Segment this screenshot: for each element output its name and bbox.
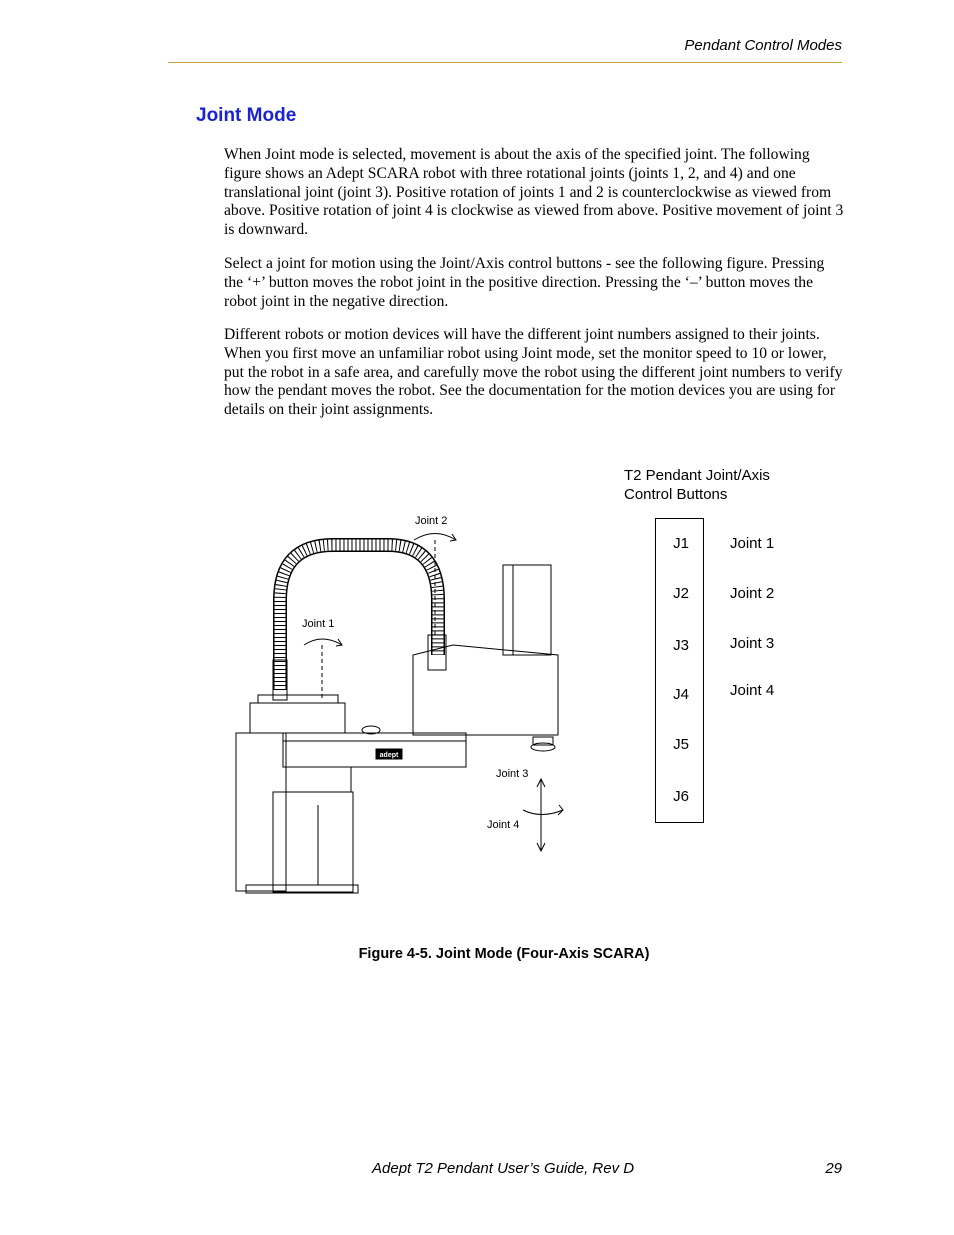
inner-link (283, 733, 466, 767)
panel-title-line1: T2 Pendant Joint/Axis (624, 467, 770, 484)
base-body (273, 792, 353, 892)
joint-label-3: Joint 3 (730, 635, 775, 652)
page-number: 29 (825, 1160, 842, 1177)
joint1-rotation-arrow (304, 639, 342, 645)
joint1-label: Joint 1 (302, 618, 335, 630)
scara-robot-illustration (228, 505, 578, 900)
joint2-label: Joint 2 (415, 515, 448, 527)
panel-title-line2: Control Buttons (624, 486, 728, 503)
section-title: Joint Mode (196, 105, 297, 126)
base-neck (286, 767, 351, 792)
logo-text: adept (379, 752, 399, 759)
button-j6: J6 (673, 788, 689, 805)
button-j1: J1 (673, 535, 689, 552)
joint3-label: Joint 3 (496, 768, 529, 780)
joint2-rotation-arrow (414, 534, 456, 541)
outer-link (413, 645, 558, 735)
panel-title (624, 466, 770, 504)
button-j3: J3 (673, 637, 689, 654)
joint1-cap (258, 695, 338, 703)
joint-label-2: Joint 2 (730, 585, 775, 602)
joint-label-4: Joint 4 (730, 682, 775, 699)
button-j4: J4 (673, 686, 689, 703)
button-j5: J5 (673, 736, 689, 753)
header-rule (168, 62, 842, 63)
base-column (236, 733, 286, 891)
button-j2: J2 (673, 585, 689, 602)
quill-cover (503, 565, 551, 655)
joint4-rotation-arrow (523, 810, 563, 815)
running-header: Pendant Control Modes (684, 37, 842, 54)
joint-label-1: Joint 1 (730, 535, 775, 552)
body-paragraph-2: Select a joint for motion using the Joint/Axis control buttons - see the following figure. Pressing the ‘+’ button moves the robot joint in the positive direction. Pressing the ‘–’ button moves the robot joint in the negative direction. (224, 255, 825, 310)
body-paragraph-3: Different robots or motion devices will have the different joint numbers assigned to their joints. When you first move an unfamiliar robot using Joint mode, set the monitor speed to 10 or lower, put the robot in a safe area, and carefully move the robot using the different joint numbers to verify how the pendant moves the robot. See the documentation for the motion devices you are using for details on their joint assignments. (224, 326, 843, 419)
footer-title: Adept T2 Pendant User’s Guide, Rev D (372, 1160, 635, 1177)
end-effector-plate (531, 743, 555, 751)
figure-caption: Figure 4-5. Joint Mode (Four-Axis SCARA) (358, 946, 650, 962)
joint1-housing (250, 703, 345, 733)
body-paragraph-1: When Joint mode is selected, movement is about the axis of the specified joint. The following figure shows an Adept SCARA robot with three rotational joints (joints 1, 2, and 4) and one translational joint (joint 3). Positive rotation of joints 1 and 2 is counterclockwise as viewed from above. Positive rotation of joint 4 is clockwise as viewed from above. Positive movement of joint 3 is downward. (224, 146, 844, 239)
joint4-label: Joint 4 (487, 819, 520, 831)
button-column-box (655, 518, 704, 823)
